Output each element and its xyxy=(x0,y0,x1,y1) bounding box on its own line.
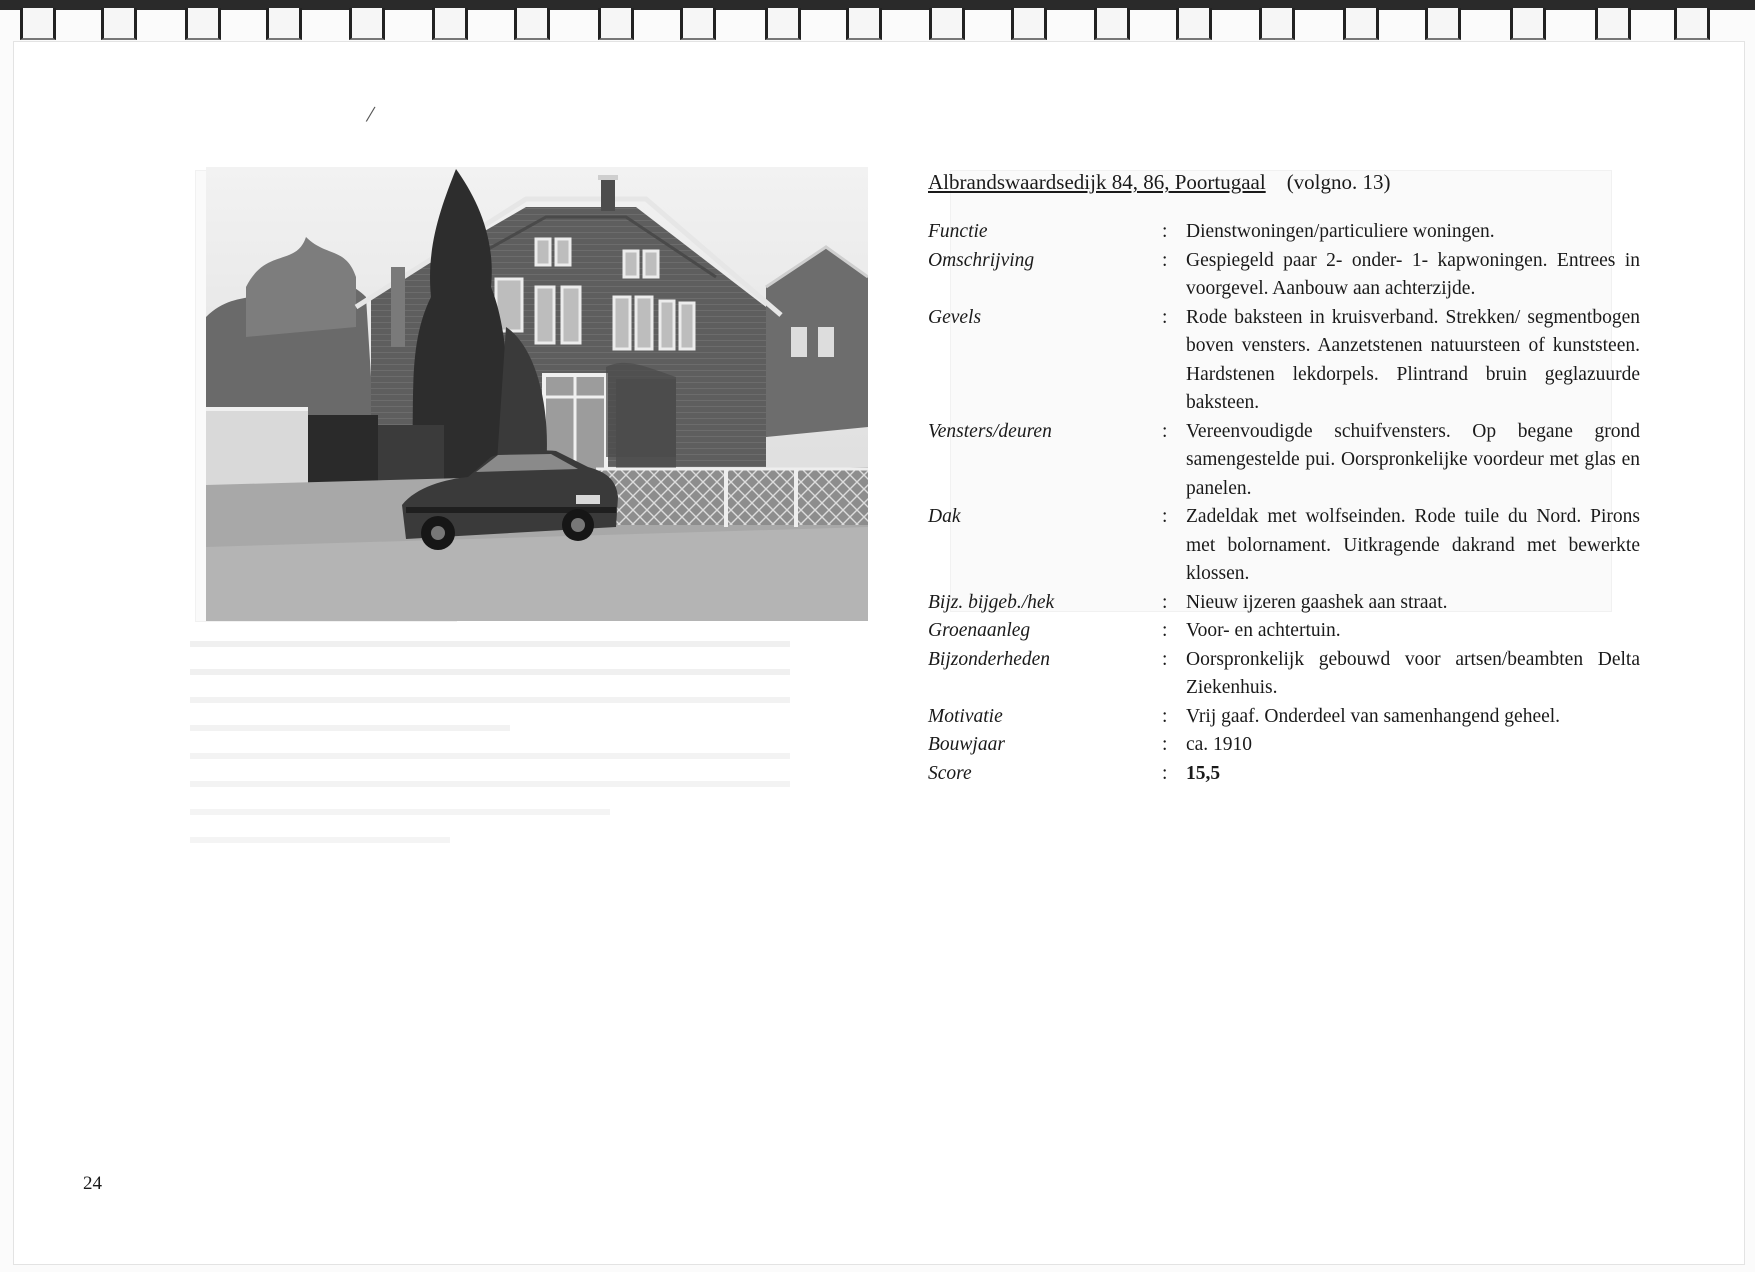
row-colon: : xyxy=(1162,591,1168,613)
row-motivatie xyxy=(928,703,1640,732)
row-colon: : xyxy=(1162,620,1168,641)
record-title xyxy=(928,170,1391,195)
row-functie xyxy=(928,218,1640,247)
row-label: Omschrijving xyxy=(928,249,1035,271)
row-colon: : xyxy=(1162,734,1168,755)
row-label: Motivatie xyxy=(928,705,1003,727)
row-omschrijving xyxy=(928,247,1640,304)
house-photo xyxy=(206,167,868,621)
row-colon: : xyxy=(1162,648,1168,670)
pen-mark: / xyxy=(364,101,377,129)
row-value: Vrij gaaf. Onderdeel van samenhangend geheel. xyxy=(1186,705,1561,727)
row-label: Bijzonderheden xyxy=(928,648,1051,670)
row-value: Vereenvoudigde schuifvensters. Op begane grond samengestelde pui. Oorspronkelijke voordeur met glas en panelen. xyxy=(1186,420,1640,499)
row-colon: : xyxy=(1162,221,1168,242)
row-label: Gevels xyxy=(928,306,982,328)
row-value: ca. 1910 xyxy=(1186,734,1253,755)
row-value: Nieuw ijzeren gaashek aan straat. xyxy=(1186,591,1448,613)
spiral-binding xyxy=(0,0,1755,44)
row-vensters-deuren xyxy=(928,418,1640,504)
row-label: Vensters/deuren xyxy=(928,420,1052,442)
row-value: Oorspronkelijk gebouwd voor artsen/beambten Delta Ziekenhuis. xyxy=(1186,648,1640,698)
row-gevels xyxy=(928,304,1640,418)
row-colon: : xyxy=(1162,306,1168,328)
ghost-text xyxy=(190,630,790,854)
row-dak xyxy=(928,503,1640,589)
page-number: 24 xyxy=(83,1173,102,1194)
score-value: 15,5 xyxy=(1186,762,1221,784)
row-value: Voor- en achtertuin. xyxy=(1186,620,1341,641)
row-colon: : xyxy=(1162,249,1168,271)
row-value: Gespiegeld paar 2- onder- 1- kapwoningen. Entrees in voorgevel. Aanbouw aan achterzijde. xyxy=(1186,249,1640,299)
row-colon: : xyxy=(1162,762,1168,784)
row-label: Bijz. bijgeb./hek xyxy=(928,591,1055,613)
row-value: Dienstwoningen/particuliere woningen. xyxy=(1186,221,1495,242)
row-value: Zadeldak met wolfseinden. Rode tuile du Nord. Pirons met bolornament. Uitkragende dakrand met bewerkte klossen. xyxy=(1186,506,1640,584)
row-colon: : xyxy=(1162,506,1168,527)
row-bijzonderheden xyxy=(928,646,1640,703)
row-score xyxy=(928,760,1640,789)
volgno-label: (volgno. 13) xyxy=(1286,170,1391,194)
row-value: Rode baksteen in kruisverband. Strekken/ segmentbogen boven vensters. Aanzetstenen natuursteen of kunststeen. Hardstenen lekdorpels. Plintrand bruin geglazuurde baksteen. xyxy=(1186,306,1640,413)
row-label: Groenaanleg xyxy=(928,620,1031,641)
row-label: Dak xyxy=(928,506,961,527)
row-label: Bouwjaar xyxy=(928,734,1005,755)
address-heading: Albrandswaardsedijk 84, 86, Poortugaal xyxy=(928,170,1266,194)
row-colon: : xyxy=(1162,420,1168,442)
row-bouwjaar xyxy=(928,731,1640,760)
row-colon: : xyxy=(1162,705,1168,727)
property-table xyxy=(928,218,1640,788)
row-label: Score xyxy=(928,762,972,784)
row-groenaanleg xyxy=(928,617,1640,646)
row-label: Functie xyxy=(928,221,988,242)
row-bijgebouwen-hek xyxy=(928,589,1640,618)
